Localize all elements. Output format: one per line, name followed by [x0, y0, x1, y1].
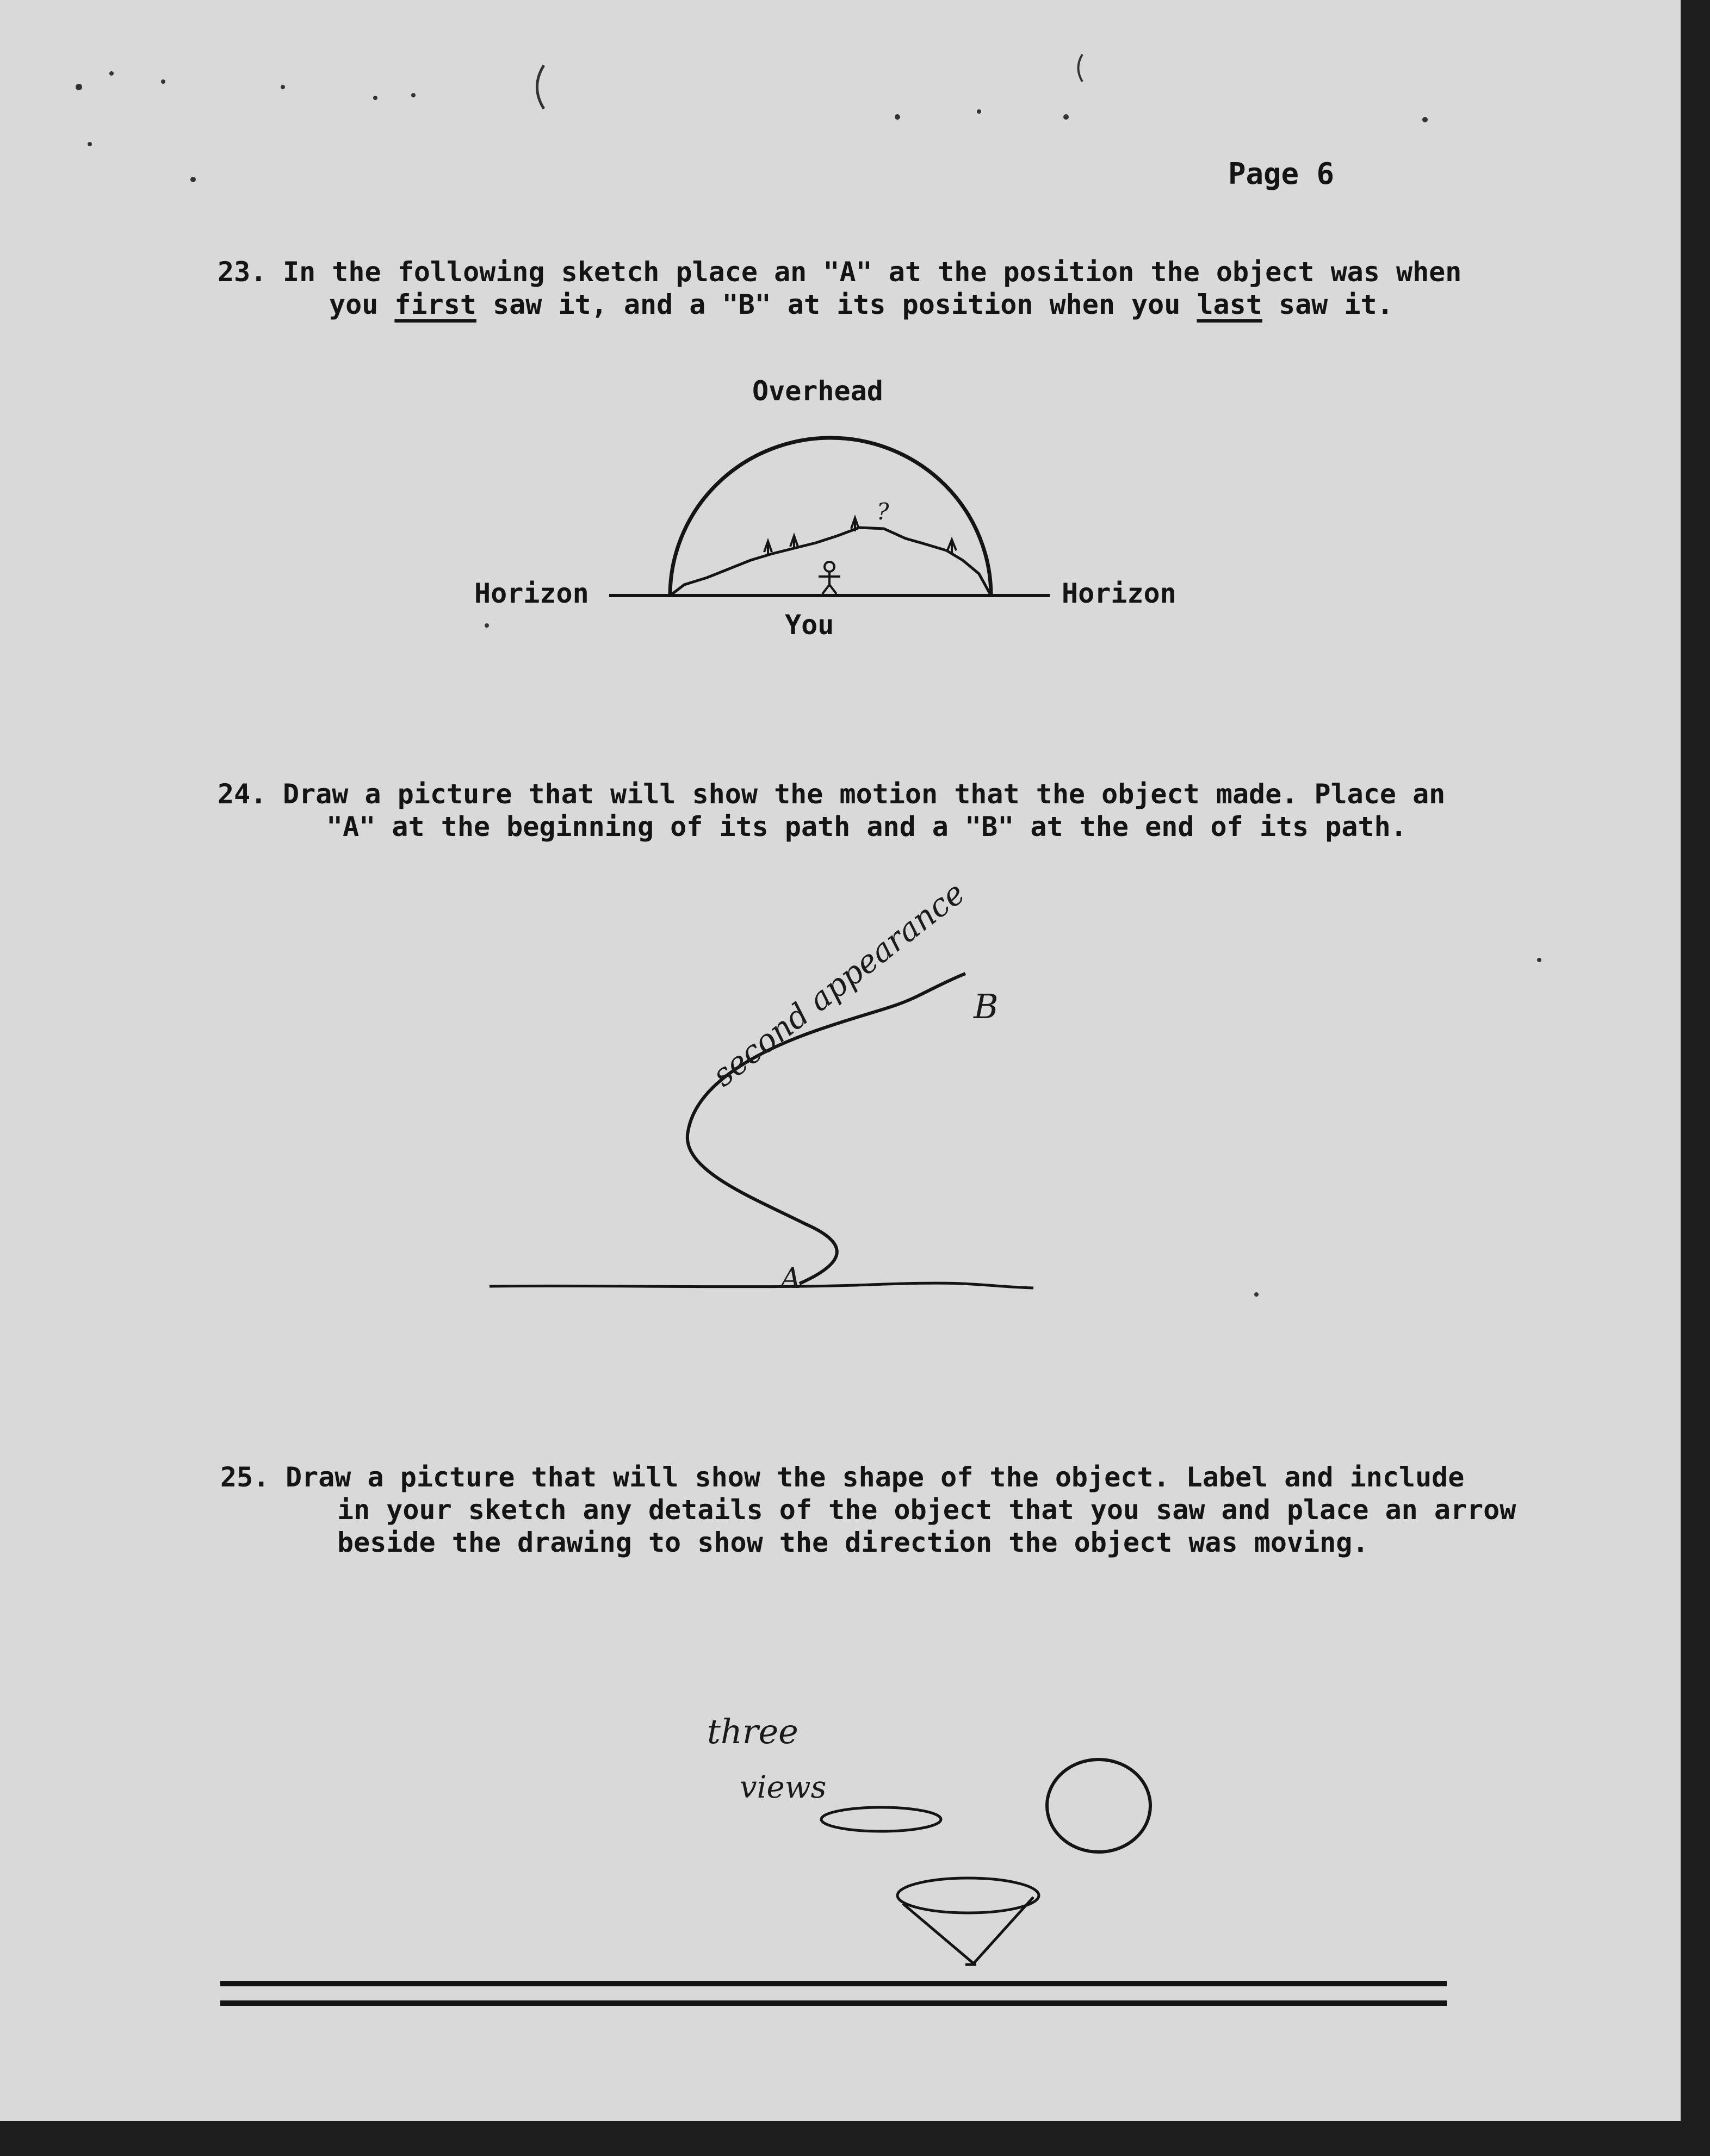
question-25: 25. Draw a picture that will show the shape of the object. Label and include in your sketch any details of the object that you saw and place an arrow beside the drawing to show the direction the object was moving.	[220, 1461, 1516, 1558]
page-number: Page 6	[1228, 157, 1335, 191]
overhead-label: Overhead	[752, 375, 883, 407]
path-end-label: B	[974, 987, 999, 1026]
shape-sketch	[821, 1760, 1150, 1965]
handwritten-mark: ?	[877, 498, 889, 525]
path-start-label: A	[780, 1262, 801, 1295]
sky-diagram	[609, 438, 1050, 596]
horizon-left-label: Horizon	[474, 578, 589, 609]
motion-path	[687, 974, 965, 1284]
shape-note-1: three	[707, 1712, 798, 1751]
bottom-double-rule	[220, 1984, 1447, 2003]
you-label: You	[785, 609, 834, 641]
angled-view-sketch	[897, 1878, 1039, 1965]
stick-figure	[819, 562, 840, 594]
question-number: 23.	[218, 256, 267, 288]
shape-note-2: views	[740, 1770, 827, 1805]
question-number: 24.	[218, 778, 267, 810]
ground-line	[490, 1283, 1033, 1288]
top-view-sketch	[1047, 1760, 1150, 1852]
emphasis-last: last	[1197, 289, 1262, 320]
question-24: 24. Draw a picture that will show the motion that the object made. Place an "A" at the beginning of its path and a "B" at the end of its path.	[218, 778, 1446, 842]
emphasis-first: first	[394, 289, 476, 320]
question-number: 25.	[220, 1461, 270, 1493]
question-23: 23. In the following sketch place an "A" at the position the object was when you first saw it, and a "B" at its position when you last saw it.	[218, 256, 1462, 320]
side-view-sketch	[821, 1807, 941, 1831]
scan-specks	[76, 54, 1541, 1297]
horizon-right-label: Horizon	[1062, 578, 1176, 609]
path-note: second appearance	[705, 874, 972, 1094]
